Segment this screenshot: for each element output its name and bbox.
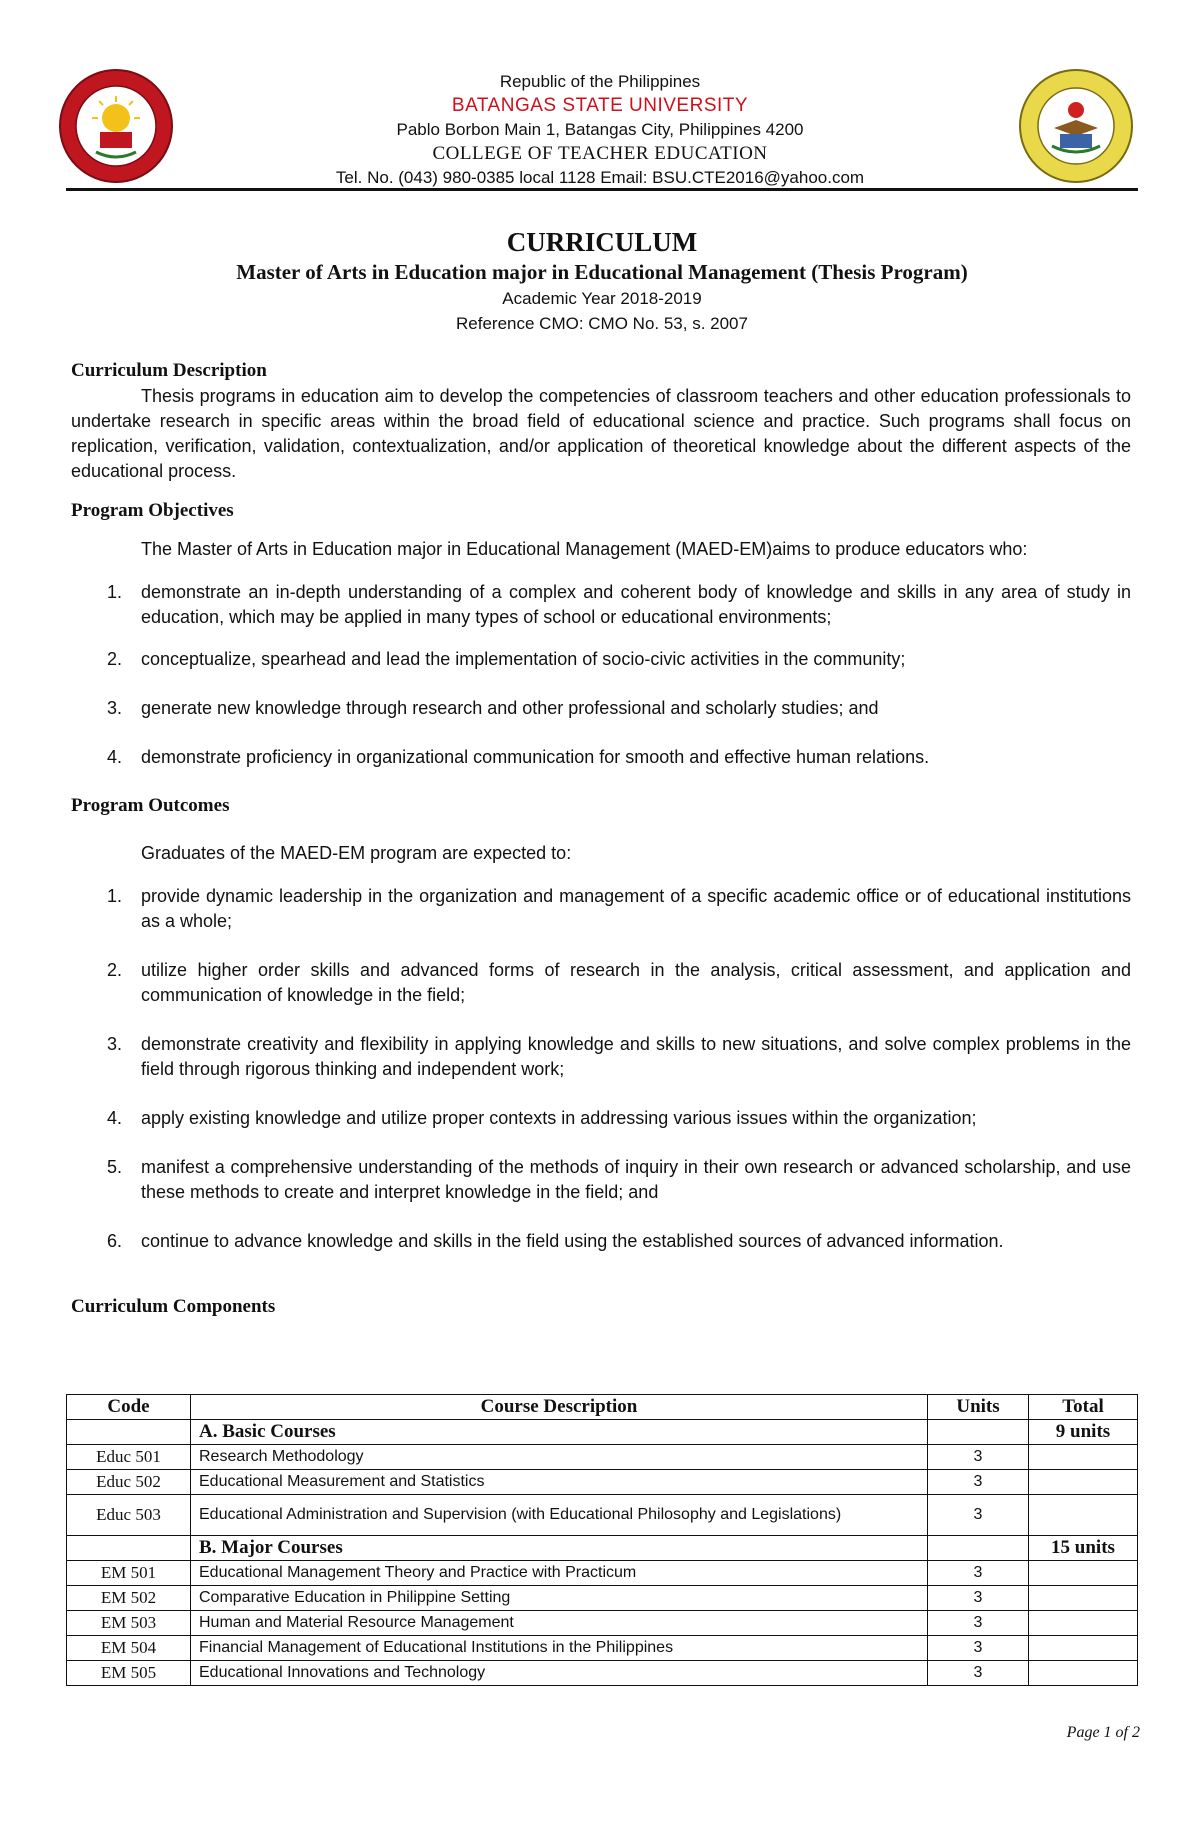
- item-number: 1.: [107, 886, 123, 906]
- course-code: Educ 503: [67, 1495, 191, 1536]
- group-total: 15 units: [1029, 1536, 1138, 1561]
- item-number: 4.: [107, 747, 123, 767]
- course-units: 3: [928, 1586, 1029, 1611]
- header-divider: [66, 188, 1138, 191]
- item-text: utilize higher order skills and advanced forms of research in the analysis, critical assessment, and application and communication of knowledge in the field;: [141, 960, 1131, 1005]
- university-seal-logo: [56, 66, 176, 186]
- table-row: [67, 1470, 1138, 1495]
- item-text: apply existing knowledge and utilize proper contexts in addressing various issues within the organization;: [141, 1108, 977, 1128]
- letterhead: [250, 70, 950, 190]
- list-item: [71, 580, 1131, 630]
- empty-cell: [928, 1536, 1029, 1561]
- page-number: Page 1 of 2: [1066, 1724, 1140, 1741]
- objectives-intro: The Master of Arts in Education major in Educational Management (MAED-EM)aims to produce educators who:: [141, 539, 1028, 559]
- college-seal-logo: [1016, 66, 1136, 186]
- table-group-row: [67, 1420, 1138, 1445]
- course-description: Educational Innovations and Technology: [191, 1661, 928, 1686]
- empty-cell: [67, 1536, 191, 1561]
- item-text: continue to advance knowledge and skills in the field using the established sources of advanced information.: [141, 1231, 1004, 1251]
- list-item: [71, 1155, 1131, 1205]
- description-text: Thesis programs in education aim to develop the competencies of classroom teachers and other education professionals to undertake research in specific areas within the broad field of educational science and practice. Such programs shall focus on replication, verification, validation, contextualization, and/or application of theoretical knowledge about the different aspects of the educational process.: [71, 386, 1131, 481]
- item-text: conceptualize, spearhead and lead the implementation of socio-civic activities in the community;: [141, 649, 906, 669]
- course-description: Financial Management of Educational Institutions in the Philippines: [191, 1636, 928, 1661]
- column-header-description: Course Description: [191, 1395, 928, 1420]
- item-text: provide dynamic leadership in the organization and management of a specific academic office or of educational institutions as a whole;: [141, 886, 1131, 931]
- reference-cmo: Reference CMO: CMO No. 53, s. 2007: [456, 314, 748, 333]
- column-header-total: Total: [1029, 1395, 1138, 1420]
- document-title: CURRICULUM: [506, 227, 698, 257]
- table-row: [67, 1586, 1138, 1611]
- course-code: EM 505: [67, 1661, 191, 1686]
- list-item: [71, 1106, 1131, 1131]
- empty-cell: [1029, 1445, 1138, 1470]
- course-code: Educ 501: [67, 1445, 191, 1470]
- university-name: BATANGAS STATE UNIVERSITY: [451, 95, 749, 116]
- item-number: 2.: [107, 960, 123, 980]
- objectives-heading: Program Objectives: [71, 500, 234, 521]
- item-text: generate new knowledge through research and other professional and scholarly studies; and: [141, 698, 879, 718]
- course-description: Educational Administration and Supervision (with Educational Philosophy and Legislations): [191, 1495, 928, 1536]
- item-number: 4.: [107, 1108, 123, 1128]
- item-number: 3.: [107, 1034, 123, 1054]
- course-units: 3: [928, 1661, 1029, 1686]
- document-body: [71, 358, 1131, 1320]
- description-heading: Curriculum Description: [71, 360, 267, 381]
- course-description: Human and Material Resource Management: [191, 1611, 928, 1636]
- outcomes-heading: Program Outcomes: [71, 795, 230, 816]
- course-units: 3: [928, 1561, 1029, 1586]
- table-header-row: [67, 1395, 1138, 1420]
- college-name: COLLEGE OF TEACHER EDUCATION: [432, 143, 768, 164]
- empty-cell: [67, 1420, 191, 1445]
- program-title: Master of Arts in Education major in Educational Management (Thesis Program): [236, 260, 968, 284]
- empty-cell: [928, 1420, 1029, 1445]
- course-code: EM 504: [67, 1636, 191, 1661]
- item-number: 1.: [107, 582, 123, 602]
- university-address: Pablo Borbon Main 1, Batangas City, Philippines 4200: [396, 120, 804, 139]
- outcomes-intro: Graduates of the MAED-EM program are expected to:: [141, 843, 572, 863]
- course-units: 3: [928, 1470, 1029, 1495]
- table-row: [67, 1495, 1138, 1536]
- item-text: demonstrate an in-depth understanding of a complex and coherent body of knowledge and skills in any area of study in education, which may be applied in many types of school or educational environments;: [141, 582, 1131, 627]
- outcomes-list: [71, 884, 1131, 1254]
- course-units: 3: [928, 1636, 1029, 1661]
- table-row: [67, 1445, 1138, 1470]
- empty-cell: [1029, 1561, 1138, 1586]
- table-row: [67, 1636, 1138, 1661]
- list-item: [71, 1032, 1131, 1082]
- empty-cell: [1029, 1661, 1138, 1686]
- course-description: Educational Management Theory and Practice with Practicum: [191, 1561, 928, 1586]
- list-item: [71, 696, 1131, 721]
- list-item: [71, 745, 1131, 770]
- objectives-list: [71, 580, 1131, 770]
- course-description: Research Methodology: [191, 1445, 928, 1470]
- table-row: [67, 1611, 1138, 1636]
- curriculum-table: [66, 1394, 1138, 1686]
- course-code: EM 501: [67, 1561, 191, 1586]
- item-text: demonstrate creativity and flexibility in applying knowledge and skills to new situations, and solve complex problems in the field through rigorous thinking and independent work;: [141, 1034, 1131, 1079]
- group-title: B. Major Courses: [191, 1536, 928, 1561]
- list-item: [71, 884, 1131, 934]
- list-item: [71, 1229, 1131, 1254]
- course-code: Educ 502: [67, 1470, 191, 1495]
- item-number: 5.: [107, 1157, 123, 1177]
- column-header-units: Units: [928, 1395, 1029, 1420]
- course-code: EM 502: [67, 1586, 191, 1611]
- academic-year: Academic Year 2018-2019: [502, 289, 702, 308]
- course-description: Comparative Education in Philippine Setting: [191, 1586, 928, 1611]
- group-title: A. Basic Courses: [191, 1420, 928, 1445]
- empty-cell: [1029, 1495, 1138, 1536]
- course-code: EM 503: [67, 1611, 191, 1636]
- components-heading: Curriculum Components: [71, 1296, 276, 1317]
- item-number: 6.: [107, 1231, 123, 1251]
- course-units: 3: [928, 1611, 1029, 1636]
- empty-cell: [1029, 1586, 1138, 1611]
- item-text: demonstrate proficiency in organizational communication for smooth and effective human relations.: [141, 747, 930, 767]
- course-description: Educational Measurement and Statistics: [191, 1470, 928, 1495]
- item-text: manifest a comprehensive understanding of the methods of inquiry in their own research or advanced scholarship, and use these methods to create and interpret knowledge in the field; and: [141, 1157, 1131, 1202]
- item-number: 3.: [107, 698, 123, 718]
- empty-cell: [1029, 1470, 1138, 1495]
- title-block: [66, 226, 1138, 336]
- table-group-row: [67, 1536, 1138, 1561]
- empty-cell: [1029, 1611, 1138, 1636]
- table-row: [67, 1561, 1138, 1586]
- column-header-code: Code: [67, 1395, 191, 1420]
- empty-cell: [1029, 1636, 1138, 1661]
- list-item: [71, 958, 1131, 1008]
- table-row: [67, 1661, 1138, 1686]
- contact-info: Tel. No. (043) 980-0385 local 1128 Email: BSU.CTE2016@yahoo.com: [335, 168, 865, 187]
- course-units: 3: [928, 1495, 1029, 1536]
- course-units: 3: [928, 1445, 1029, 1470]
- country-name: Republic of the Philippines: [499, 72, 701, 91]
- group-total: 9 units: [1029, 1420, 1138, 1445]
- list-item: [71, 647, 1131, 672]
- item-number: 2.: [107, 649, 123, 669]
